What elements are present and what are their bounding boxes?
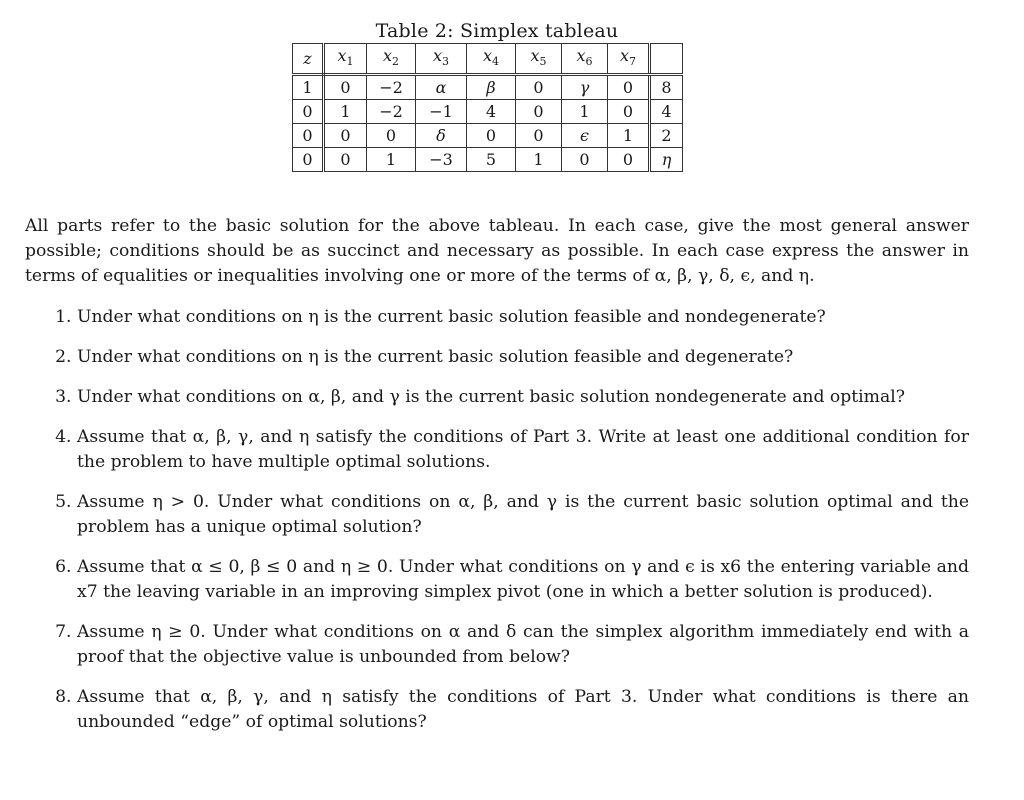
cell: 0 xyxy=(516,75,562,100)
cell: η xyxy=(650,148,683,172)
tableau-row xyxy=(293,148,683,172)
header-x7: $x_7$ xyxy=(608,44,650,75)
header-x4: $x_4$ xyxy=(467,44,516,75)
cell: 0 xyxy=(467,124,516,148)
cell: 0 xyxy=(293,100,324,124)
cell: 0 xyxy=(562,148,608,172)
cell: 0 xyxy=(367,124,416,148)
cell: 2 xyxy=(650,124,683,148)
tableau-row xyxy=(293,75,683,100)
question-item: 3. Under what conditions on α, β, and γ is the current basic solution nondegenerate and optimal? xyxy=(77,385,969,410)
question-item: 4. Assume that α, β, γ, and η satisfy the conditions of Part 3. Write at least one additional condition for the problem to have multiple optimal solutions. xyxy=(77,425,969,475)
header-rhs xyxy=(650,44,683,75)
cell: 0 xyxy=(324,148,367,172)
header-x3: $x_3$ xyxy=(416,44,467,75)
question-item: 5. Assume η > 0. Under what conditions on α, β, and γ is the current basic solution optimal and the problem has a unique optimal solution? xyxy=(77,490,969,540)
simplex-tableau xyxy=(292,43,683,172)
header-x6: $x_6$ xyxy=(562,44,608,75)
problem-text xyxy=(25,214,969,750)
cell: 0 xyxy=(293,124,324,148)
cell: −2 xyxy=(367,75,416,100)
question-item: 8. Assume that α, β, γ, and η satisfy the conditions of Part 3. Under what conditions is there an unbounded “edge” of optimal solutions? xyxy=(77,685,969,735)
tableau-row xyxy=(293,124,683,148)
cell: 1 xyxy=(562,100,608,124)
cell: 1 xyxy=(516,148,562,172)
cell: −2 xyxy=(367,100,416,124)
intro-paragraph: All parts refer to the basic solution for the above tableau. In each case, give the most general answer possible; conditions should be as succinct and necessary as possible. In each case express the answer in terms of equalities or inequalities involving one or more of the terms of α, β, γ, δ, ϵ, and η. xyxy=(25,216,969,286)
question-item: 2. Under what conditions on η is the current basic solution feasible and degenerate? xyxy=(77,345,969,370)
cell: 0 xyxy=(516,124,562,148)
cell: 0 xyxy=(324,75,367,100)
cell: 1 xyxy=(324,100,367,124)
cell: 0 xyxy=(608,75,650,100)
cell: 1 xyxy=(608,124,650,148)
table-caption: Table 2: Simplex tableau xyxy=(375,20,619,42)
cell: 0 xyxy=(608,100,650,124)
cell: 4 xyxy=(467,100,516,124)
header-z: z xyxy=(293,44,324,75)
question-item: 1. Under what conditions on η is the current basic solution feasible and nondegenerate? xyxy=(77,305,969,330)
cell: 0 xyxy=(324,124,367,148)
cell: γ xyxy=(562,75,608,100)
question-list xyxy=(25,305,969,735)
header-x2: $x_2$ xyxy=(367,44,416,75)
question-item: 6. Assume that α ≤ 0, β ≤ 0 and η ≥ 0. Under what conditions on γ and ϵ is x6 the entering variable and x7 the leaving variable in an improving simplex pivot (one in which a better solution is produced). xyxy=(77,555,969,605)
cell: 0 xyxy=(293,148,324,172)
question-item: 7. Assume η ≥ 0. Under what conditions on α and δ can the simplex algorithm immediately end with a proof that the objective value is unbounded from below? xyxy=(77,620,969,670)
tableau-row xyxy=(293,100,683,124)
cell: ϵ xyxy=(562,124,608,148)
cell: β xyxy=(467,75,516,100)
cell: δ xyxy=(416,124,467,148)
cell: 1 xyxy=(367,148,416,172)
cell: 0 xyxy=(516,100,562,124)
cell: 4 xyxy=(650,100,683,124)
cell: −3 xyxy=(416,148,467,172)
header-x5: $x_5$ xyxy=(516,44,562,75)
tableau-header-row xyxy=(293,44,683,75)
cell: 5 xyxy=(467,148,516,172)
cell: α xyxy=(416,75,467,100)
cell: 1 xyxy=(293,75,324,100)
header-x1: $x_1$ xyxy=(324,44,367,75)
cell: 8 xyxy=(650,75,683,100)
cell: −1 xyxy=(416,100,467,124)
cell: 0 xyxy=(608,148,650,172)
